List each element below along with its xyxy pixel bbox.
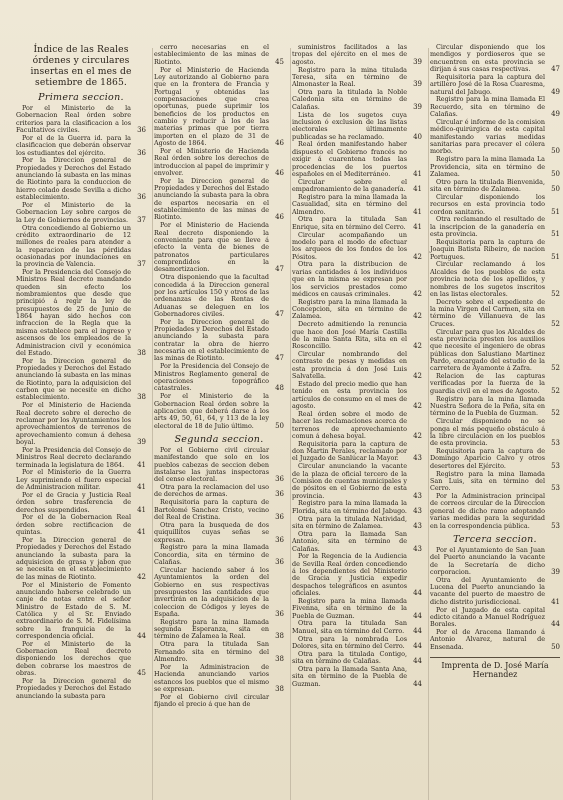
index-entry (16, 537, 146, 581)
index-entry (430, 96, 560, 118)
entry-page-number: 36 (137, 148, 146, 157)
index-entry (154, 178, 284, 222)
index-entry (154, 274, 284, 318)
entry-page-number: 36 (275, 535, 284, 544)
entry-page-number: 51 (551, 230, 560, 239)
entry-page-number: 41 (137, 483, 146, 492)
index-entry (292, 620, 422, 635)
entry-text: suministros facilitados a las tropas del ejército en el mes de agosto. (292, 43, 407, 66)
index-entry (430, 448, 560, 470)
entry-page-number: 36 (275, 490, 284, 499)
entry-page-number: 47 (275, 354, 284, 363)
index-entry (292, 194, 422, 216)
index-entry (292, 500, 422, 515)
entry-text: Registro para la mina llamada El Recuerdo, sita en término de Calañas. (430, 95, 545, 119)
entry-text: Circular anunciando la vacante de la plaza de oficial tercero de la Comision de cuentas municipales y de pósitos en el Gobierno de esta provincia. (292, 462, 407, 500)
entry-text: Lista de los sugetos cuya inclusion ó exclusion de las listas electorales últimamente publicadas se ha reclamado. (292, 110, 407, 141)
entry-text: Otra para la busqueda de dos quiquillitos cuyas señas se expresan. (154, 520, 269, 544)
index-entry (430, 471, 560, 493)
index-entry (154, 44, 284, 66)
section-heading-primera: Primera seccion. (38, 92, 124, 103)
entry-text: Por la Presidencia del Consejo de Ministros Real decreto declarando terminada la legislatura de 1864. (16, 445, 131, 469)
entry-text: Circular é informe de la comision médico-quirúrgica de esta capital manifestando varias medidas sanitarias para precaver el cólera morbo. (430, 117, 545, 156)
column-2 (154, 44, 284, 709)
entry-text: cerro necesarias en el establecimiento de las minas de Riotinto. (154, 43, 269, 66)
entry-text: Por el de Gracia y Justicia Real órden sobre trasferencia de derechos suspendidos. (16, 490, 131, 514)
entry-page-number: 39 (413, 57, 422, 66)
entry-page-number: 44 (551, 620, 560, 629)
index-entry (292, 651, 422, 666)
index-entry (292, 232, 422, 261)
entry-text: Registro para la mina llamada la Concepcion, sita en término de Zalamea. (292, 297, 407, 321)
index-entry (430, 194, 560, 216)
entry-text: Otra para la titulada San Manuel, sita en término del Cerro. (292, 619, 407, 635)
entry-page-number: 41 (413, 222, 422, 231)
entry-page-number: 43 (413, 506, 422, 515)
entry-text: Circular disponiendo los recursos en esta provincia todo cordon sanitario. (430, 192, 545, 216)
entry-page-number: 46 (275, 138, 284, 147)
entry-text: Otra del Ayuntamiento de Lucena del Puerto anunciando la vacante del puerto de maestro de dicho distrito jurisdiccional. (430, 575, 545, 606)
entry-page-number: 44 (413, 642, 422, 650)
entry-page-number: 42 (413, 252, 422, 261)
entry-text: Por la Presidencia del Consejo de Ministros Real decreto mandando queden sin efecto los nombramientos que desde que principió á regir la ley de presupuestos de 25 de Junio de 1864 hayan sido hechos con infraccion de la Regla que la misma establece para el ingreso y ascensos de los empleados de la Administracion civil y económica del Estado. (16, 268, 131, 357)
column-1 (16, 44, 146, 701)
entry-page-number: 36 (275, 609, 284, 618)
entry-page-number: 44 (137, 631, 146, 640)
entry-page-number: 44 (413, 589, 422, 598)
entry-text: Otra para la distribucion de varias cantidades á los individuos que en la misma se expresan por los servicios prestados como médicos en causas criminales. (292, 260, 407, 298)
entry-text: Requisitoria para la captura de Domingo Aparicio Calvo y otros desertores del Ejército. (430, 447, 545, 470)
index-entry (430, 373, 560, 395)
entry-page-number: 41 (137, 505, 146, 514)
entry-text: Circular disponiendo que los mendigos y pordioseros que se encuentren en esta provincia se dirijan á sus casas respectivas. (430, 43, 545, 74)
entry-text: Requisitoria para la captura del artillero José de la Rosa Cuaresma, natural del Jabugo. (430, 72, 545, 96)
entry-text: Circular nombrando del contraste de pesas y medidas en esta provincia á don José Luis Salvatella. (292, 350, 407, 381)
entry-text: Otra concediendo al Gobierno un crédito extraordinario de 12 millones de reales para atender a la reparacion de las pérdidas ocasionadas por inundaciones en la provincia de Valencia. (16, 223, 131, 269)
entry-text: Circular haciendo saber á los Ayuntamientos la orden del Gobierno en sus respectivas presupuestos las cantidades que invertirán en la adquisicion de la coleccion de Códigos y leyes de España. (154, 565, 269, 618)
index-entry (16, 447, 146, 469)
entry-text: Estado del precio medio que han tenido en esta provincia los artículos de consumo en el mes de agosto. (292, 379, 407, 410)
entry-page-number: 42 (413, 289, 422, 298)
entry-text: Por el de la Gobernacion Real órden sobre rectificacion de quintas. (16, 513, 131, 537)
index-entry (154, 664, 284, 693)
entry-page-number: 44 (413, 657, 422, 666)
entry-text: Por la Regencia de la Audiencia de Sevilla Real órden concediendo á los dependientes del Ministerio de Gracia y Justicia expedir despachos telegráficos en asuntos oficiales. (292, 552, 407, 598)
entry-page-number: 42 (413, 372, 422, 381)
entry-page-number: 42 (137, 572, 146, 581)
entry-page-number: 52 (551, 386, 560, 395)
entry-page-number: 50 (551, 642, 560, 651)
entry-text: Registro para la mina llamada Concordia, sita en término de Calañas. (154, 543, 269, 567)
entry-text: Otra para la llamada Santa Ana, sita en término de la Puebla de Guzman. (292, 665, 407, 688)
entry-page-number: 53 (551, 484, 560, 493)
index-entry (16, 358, 146, 402)
index-entry (430, 239, 560, 261)
entry-text: Por el Gobierno civil circular fijando el precio á que han de (154, 692, 269, 709)
index-entry (292, 381, 422, 410)
index-entry (430, 44, 560, 73)
index-entry (16, 157, 146, 201)
index-entry (430, 547, 560, 576)
entry-text: Decreto sobre el expediente de la mina Virgen del Carmen, sita en término de Villanueva de las Cruces. (430, 297, 545, 328)
entry-page-number: 37 (137, 260, 146, 269)
entries-col2b (154, 447, 284, 709)
entry-page-number: 50 (551, 185, 560, 194)
entry-text: Otra para la llamada San Antonio, sita en término de Calañas. (292, 529, 407, 553)
entry-text: Circular acompañando un modelo para el modo de efectuar los arqueos de los fondos de los Pósitos. (292, 230, 407, 261)
entry-text: Otra para la reclamacion del uso de derechos de armas. (154, 483, 269, 499)
index-entry (16, 225, 146, 269)
entry-page-number: 52 (551, 319, 560, 328)
index-entry (292, 141, 422, 178)
index-entry (154, 567, 284, 618)
index-entry (292, 441, 422, 463)
entry-text: Requisitoria para la captura de Joaquin Batista Ribeiro, de nacion Portugues. (430, 237, 545, 261)
index-entry (430, 74, 560, 96)
index-entry (16, 469, 146, 491)
index-entry (292, 321, 422, 350)
index-entry (292, 411, 422, 440)
index-entry (430, 577, 560, 606)
index-entry (292, 216, 422, 231)
entry-page-number: 42 (413, 312, 422, 321)
entry-page-number: 41 (137, 528, 146, 537)
section-heading-segunda: Segunda seccion. (174, 433, 264, 445)
entry-page-number: 43 (413, 544, 422, 553)
entry-page-number: 43 (413, 454, 422, 463)
entry-text: Otra para la titulada San Enrique, sita en término del Cerro. (292, 215, 407, 231)
entry-page-number: 51 (551, 207, 560, 216)
index-entry (430, 156, 560, 178)
entry-page-number: 39 (413, 80, 422, 89)
index-entry (154, 619, 284, 641)
index-entry (154, 67, 284, 148)
section-heading-tercera: Tercera seccion. (453, 533, 537, 545)
entry-page-number: 44 (413, 626, 422, 635)
entry-text: Requisitoria para la captura de don Martin Perales, reclamado por el Juzgado de Sanlúcar la Mayor. (292, 439, 407, 463)
entry-text: Por el Ministerio de la Gobernacion Ley sobre cargos de la Ley de Gobiernos de provincias. (16, 200, 131, 224)
entry-page-number: 52 (551, 289, 560, 298)
entry-page-number: 50 (275, 421, 284, 430)
column-3 (292, 44, 422, 689)
index-entry (154, 522, 284, 544)
entries-col1 (16, 105, 146, 700)
index-entry (154, 148, 284, 177)
entry-page-number: 41 (413, 185, 422, 194)
entry-text: Otra reclamando el resultado de la inscripcion de la ganadería en esta provincia. (430, 215, 545, 239)
index-columns (16, 43, 560, 709)
index-entry (16, 202, 146, 224)
entry-page-number: 53 (551, 439, 560, 448)
entry-text: Por el Ministerio de la Gobernacion Real órden sobre criterios para la clasificacion a los Facultativos civiles. (16, 104, 131, 135)
entry-text: Por la Direccion general de Propiedades y Derechos del Estado anunciando la subasta para contratar la obra de hierro necesaria en el establecimiento de las minas de Riotinto. (154, 317, 269, 363)
entry-text: Otra para la titulada San Fernando sita en término del Almendro. (154, 640, 269, 663)
index-entry (430, 418, 560, 447)
index-entry (292, 67, 422, 89)
index-entry (430, 329, 560, 373)
entry-text: Por la Presidencia del Consejo de Ministros Reglamento general de operaciones topográfico catastrales. (154, 362, 269, 393)
entry-page-number: 41 (137, 460, 146, 469)
entry-page-number: 38 (137, 348, 146, 357)
entry-text: Por el Ministerio de Hacienda Real decreto disponiendo la conveniente para que se lleve á efecto la venta de bienes de patronatos particulares comprendidos en la desamortizacion. (154, 221, 269, 274)
index-entry (430, 299, 560, 328)
entry-text: Registro para la mina llamada San Luis, sita en término del Cerro. (430, 469, 545, 493)
entry-page-number: 39 (413, 102, 422, 111)
index-entry (292, 89, 422, 111)
entry-page-number: 44 (413, 679, 422, 688)
entry-text: Otra para la titulada Natividad, sita en término de Zalamea. (292, 514, 407, 530)
index-entry (430, 179, 560, 194)
entry-text: Circular sobre el empadronamiento de la ganadería. (292, 177, 407, 194)
entry-page-number: 47 (275, 309, 284, 318)
index-entry (16, 514, 146, 536)
entry-page-number: 41 (413, 169, 422, 178)
printer-imprint: Imprenta de D. José María Hernandez (430, 657, 560, 679)
entry-page-number: 43 (413, 522, 422, 530)
column-4 (430, 44, 560, 679)
index-entry (292, 636, 422, 651)
entry-page-number: 44 (413, 611, 422, 620)
index-entry (292, 112, 422, 141)
entry-page-number: 36 (275, 475, 284, 484)
entries-col2 (154, 44, 284, 430)
entry-text: Por el Ministerio de Hacienda Real órden sobre los derechos de introduccion al papel de imprimir y envolver. (154, 146, 269, 177)
entry-page-number: 39 (551, 567, 560, 576)
entry-page-number: 53 (551, 461, 560, 470)
entry-text: Otra disponiendo que la facultad concedida á la Direccion general por los artículos 150 y otros de las ordenanzas de las Rentas de Aduanas se deleguen en los Gobernadores civiles. (154, 273, 269, 318)
entry-page-number: 51 (551, 252, 560, 261)
index-entry (292, 261, 422, 298)
entry-text: Por el Ministerio de Fomento anunciando haberse celebrado un canje de notas entre el señor Ministro de Estado de S. M. Católica y el Sr. Enviado extraordinario de S. M. Fidelísima sobre la franquicia de la correspondencia oficial. (16, 580, 131, 640)
entry-text: Circular reclamando á los Alcaldes de los pueblos de esta provincia nota de los apellidos, y nombres de los sugetos inscritos en las listas electorales. (430, 260, 545, 298)
entry-text: Registro para la mina titulada Teresa, sita en término de Almonaster la Real. (292, 65, 407, 89)
entry-text: Circular para que los Alcaldes de esta provincia presten los auxilios que necesite el ingeniero de obras públicas don Salustiano Martinez Pardo, encargado del estudio de la carretera de Ayamonte á Zafra. (430, 327, 545, 373)
index-entry (16, 105, 146, 134)
index-entry (292, 553, 422, 597)
index-entry (430, 607, 560, 629)
index-entry (16, 582, 146, 641)
entry-text: Otra para la titulada Contigo, sita en término de Calañas. (292, 649, 407, 666)
entry-text: Por la Administracion principal de correos circular de la Direccion general de dicho ramo adoptando varias medidas para la seguridad en la correspondencia pública. (430, 492, 545, 530)
index-entry (154, 447, 284, 484)
entry-text: Por el de Aracena llamando á Antonio Alvarez, natural de Ensenada. (430, 628, 545, 651)
entry-text: Por la Direccion general de Propiedades y Derechos del Estado anunciando la subasta en las minas de Riotinto, para la adquisicion del carbon que se necesite en dicho establecimiento. (16, 356, 131, 402)
entry-text: Real órden manifestando haber dispuesto el Gobierno francés no exigir á cuarentena todas las procedencias de los puertos españoles en el Mediterráneo. (292, 140, 407, 178)
entry-text: Por el Ministerio de la Gobernacion Real decreto disponiendo los derechos que deben cobrarse los maestros de obras. (16, 639, 131, 678)
index-entry (154, 222, 284, 273)
entry-page-number: 47 (551, 65, 560, 74)
entry-text: Por el Juzgado de esta capital edicto citando a Manuel Rodríguez Borales. (430, 605, 545, 629)
entry-text: Por el Ayuntamiento de San Juan del Puerto anunciando la vacante de la Secretaría de dicho corporacion. (430, 545, 545, 576)
entry-text: Relacion de las capturas verificadas por la fuerza de la guardia civil en el mes de Agosto. (430, 372, 545, 395)
entry-text: Registro para la mina llamada Nuestra Señora de la Peña, sita en término de la Puebla de Guzman. (430, 394, 545, 418)
index-entry (292, 351, 422, 380)
entry-text: Registro para la mina llamada la Casualidad, sita en término del Almendro. (292, 192, 407, 216)
index-entry (16, 402, 146, 446)
index-entry (154, 641, 284, 663)
index-entry (292, 516, 422, 531)
entry-text: Por la Direccion general de Propiedades y Derechos del Estado anunciando la subasta para la obra de espartos necesaria en el establecimiento de las minas de Riotinto. (154, 176, 269, 222)
entry-text: Circular disponiendo no se ponga el más pequeño obstáculo á la libre circulacion en los pueblos de esta provincia. (430, 417, 545, 448)
column-divider (428, 48, 429, 800)
entry-page-number: 42 (413, 342, 422, 351)
entry-page-number: 38 (137, 393, 146, 402)
entry-text: Registro para la mina llamada segunda Esperanza, sita en término de Zalamea la Real. (154, 617, 269, 641)
entry-text: Registro para la mina llamada La Providencia, sita en término de Zalamea. (430, 155, 545, 178)
entry-page-number: 50 (551, 169, 560, 178)
index-title: Índice de las Reales órdenes y circulares insertas en el mes de setiembre de 1865. (30, 44, 132, 88)
index-entry (430, 216, 560, 238)
entry-text: Otro para la titulada Bienvenida, sita en término de Zalamea. (430, 177, 545, 194)
index-entry (292, 44, 422, 66)
entry-text: Por el Ministerio de la Gobernacion Real órden sobre la aplicacion que deberá darse á los arts 49, 50, 61, 64, y 113 de la ley electoral de 18 de Julio último. (154, 392, 269, 430)
entry-page-number: 36 (275, 512, 284, 521)
index-entry (292, 598, 422, 620)
entry-page-number: 48 (275, 384, 284, 393)
entry-page-number: 41 (413, 207, 422, 216)
index-entry (16, 269, 146, 357)
entry-text: Registro para la mina llamada la Florida, sita en término del Jabugo. (292, 499, 407, 515)
index-entry (16, 135, 146, 157)
index-entry (292, 531, 422, 553)
entry-text: Por la Direccion general de Propiedades y Derechos del Estado anunciando la subasta para la adquisicion de grasa y jabon que se necesita en el establecimiento de las minas de Riotinto. (16, 535, 131, 581)
entry-page-number: 50 (551, 147, 560, 156)
entry-text: Requisitoria para la captura de Bartolomé Sanchez Cristo, vecino del Real de Cristina. (154, 498, 269, 521)
index-entry (16, 678, 146, 700)
entry-page-number: 42 (413, 402, 422, 410)
entry-page-number: 36 (275, 558, 284, 567)
entry-text: Por el de la Guerra id. para la clasificacion que deberán observar los estudiantes del ejército. (16, 133, 131, 157)
entry-text: Por el Ministerio de Hacienda Real decreto sobre el derecho de reclamar por los Ayuntamientos los aprovechamientos de terrenos de aprovechamiento comun á dehesa boyal. (16, 401, 131, 446)
entry-page-number: 53 (551, 521, 560, 530)
entry-text: Decreto admitiendo la renuncia que hace don José María Castilla de la mina Santa Rita, sita en el Rosconcillo. (292, 320, 407, 351)
entry-page-number: 45 (137, 669, 146, 678)
entry-page-number: 43 (413, 491, 422, 500)
index-entry (154, 484, 284, 499)
entry-page-number: 40 (413, 132, 422, 141)
index-entry (292, 299, 422, 321)
index-entry (154, 499, 284, 521)
entry-text: Por el Gobierno civil circular manifestando que solo en los pueblos cabezas de seccion deben instalarse las juntas inspectoras del censo electoral. (154, 445, 269, 484)
index-entry (154, 544, 284, 566)
index-entry (430, 629, 560, 651)
index-entry (154, 319, 284, 363)
entry-text: Por la Administracion de Hacienda anunciando varios estancos los pueblos que el mismo se expresan. (154, 662, 269, 693)
column-divider (290, 48, 291, 800)
entry-page-number: 45 (275, 57, 284, 66)
entry-page-number: 38 (275, 684, 284, 693)
entry-page-number: 47 (275, 265, 284, 274)
entry-page-number: 52 (551, 409, 560, 418)
entry-page-number: 36 (137, 126, 146, 135)
entry-text: Real órden sobre el modo de hacer las reclamaciones acerca de terrenos de aprovechamiento comun á dehesa boyal. (292, 409, 407, 440)
entry-page-number: 37 (137, 215, 146, 224)
entries-col3 (292, 44, 422, 688)
index-entry (154, 393, 284, 430)
index-entry (16, 641, 146, 678)
entry-page-number: 46 (275, 168, 284, 177)
entry-text: Por el Ministerio de la Guerra Ley suprimiendo el fuero especial de Administracion militar. (16, 468, 131, 492)
column-divider (152, 48, 153, 800)
entry-text: Registro para la mina llamada Fivenna, sita en término de la Puebla de Guzman. (292, 596, 407, 620)
entry-page-number: 49 (551, 110, 560, 119)
index-entry (430, 119, 560, 156)
entry-page-number: 42 (413, 431, 422, 440)
index-entry (292, 179, 422, 194)
index-entry (292, 463, 422, 500)
entry-text: Por la Direccion general de Propiedades y Derechos del Estado anunciando la subasta para (16, 676, 131, 700)
index-entry (292, 666, 422, 688)
index-entry (154, 363, 284, 392)
entry-text: Otra para la titulada la Noble Caledonia sita en término de Calañas. (292, 88, 407, 111)
index-entry (154, 694, 284, 709)
entry-page-number: 39 (137, 437, 146, 446)
entry-page-number: 49 (551, 87, 560, 96)
index-entry (16, 492, 146, 514)
entries-col4 (430, 44, 560, 530)
entry-page-number: 41 (551, 597, 560, 606)
entry-page-number: 38 (275, 632, 284, 641)
index-entry (430, 396, 560, 418)
index-entry (430, 493, 560, 530)
index-entry (430, 261, 560, 298)
entry-text: Otra para la nombrada Los Dolores, sita en término del Cerro. (292, 634, 407, 650)
entry-page-number: 36 (137, 193, 146, 202)
entries-col4b (430, 547, 560, 651)
entry-text: Por la Direccion general de Propiedades y Derechos del Estado anunciando la subasta en las minas de Riotinto para la conduccion de hierro colado desde Sevilla a dicho establecimiento. (16, 156, 131, 202)
entry-text: Por el Ministerio de Hacienda Ley autorizando al Gobierno para que en la frontera de Francia y Portugal y obtenidas las compensaciones que crea oportunas, puede suprimir los beneficios de los productos en cambio y reducir á los de las materias primas que por tierra importen en el plazo de 31 de Agosto de 1864. (154, 65, 269, 147)
entry-page-number: 38 (275, 655, 284, 663)
entry-page-number: 52 (551, 364, 560, 373)
entry-page-number: 46 (275, 213, 284, 222)
